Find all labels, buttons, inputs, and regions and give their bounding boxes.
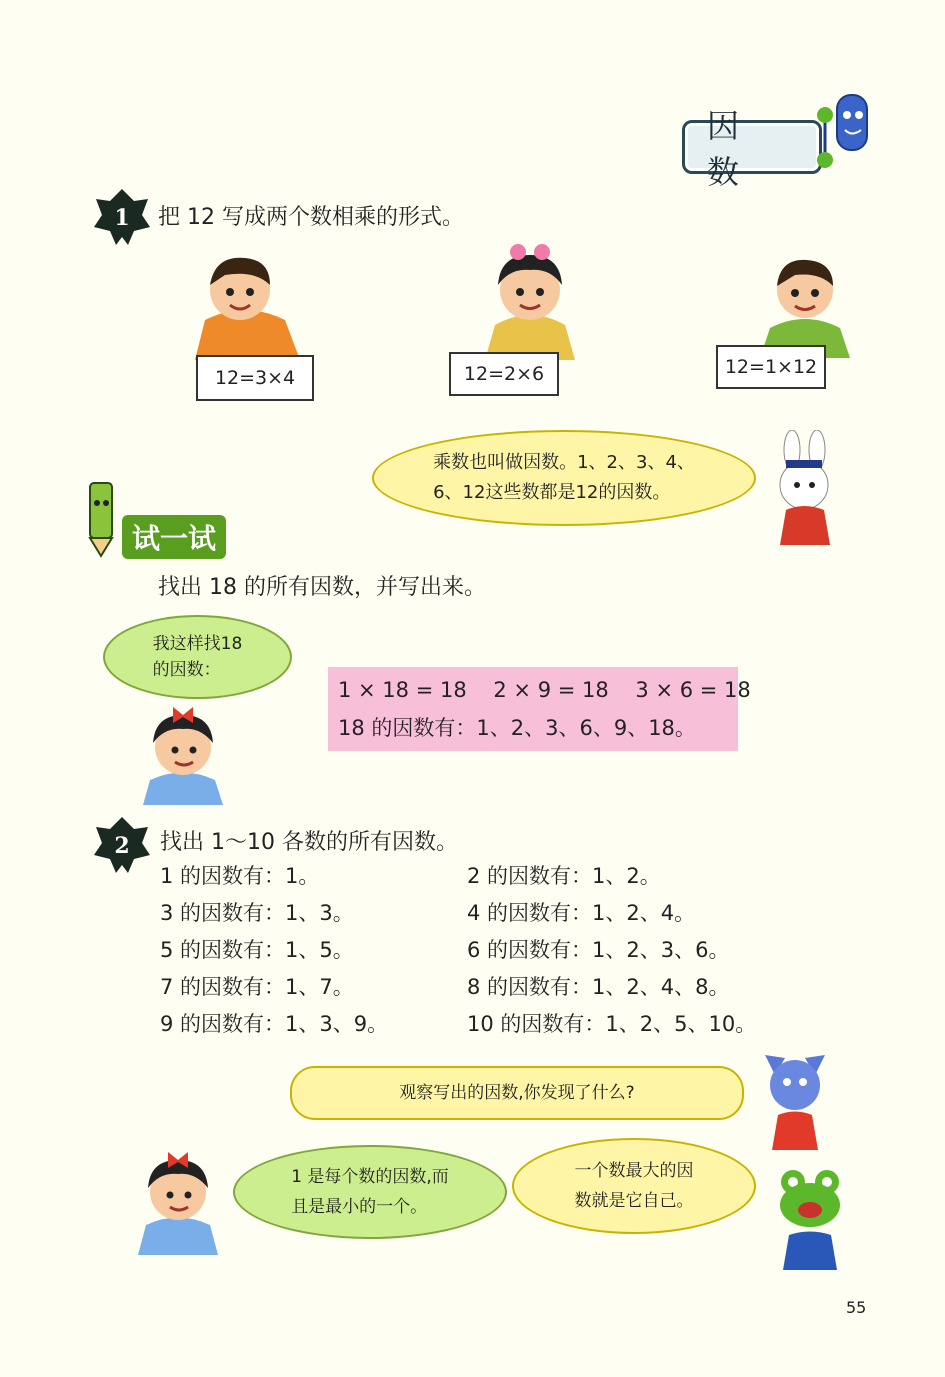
factor-line: 10 的因数有：1、2、5、10。: [467, 1012, 757, 1036]
factor-line: 8 的因数有：1、2、4、8。: [467, 975, 730, 999]
speech-bubble-observe: [290, 1066, 744, 1120]
lesson-title-text: 因 数: [707, 107, 762, 191]
speech-bubble-find18: [103, 615, 292, 699]
section2-question: 找出 1～10 各数的所有因数。: [160, 830, 458, 855]
factor-line: 1 的因数有：1。: [160, 864, 320, 888]
rabbit-teacher-icon: [762, 430, 852, 545]
girl-figure-icon: [128, 1130, 228, 1255]
section2-number: 2: [114, 833, 130, 859]
leaf-number-icon: [92, 815, 152, 875]
girl-figure-icon: [135, 695, 230, 805]
bubble-line: 我这样找18: [152, 634, 243, 654]
try-question: 找出 18 的所有因数，并写出来。: [158, 575, 486, 600]
bubble-line: 数就是它自己。: [574, 1191, 694, 1211]
factor-pairs-line: 1 × 18 = 18 2 × 9 = 18 3 × 6 = 18: [338, 678, 751, 702]
factor-pairs-box: [328, 667, 751, 751]
bubble-line: 乘数也叫做因数。1、2、3、4、: [433, 452, 695, 473]
section1-number: 1: [114, 205, 130, 231]
factor-line: 4 的因数有：1、2、4。: [467, 901, 696, 925]
factor-list-right: [467, 860, 756, 1045]
try-it-label: 试一试: [122, 515, 226, 559]
bubble-line: 且是最小的一个。: [291, 1197, 428, 1217]
bubble-line: 6、12这些数都是12的因数。: [433, 482, 671, 503]
bubble-line: 的因数：: [152, 660, 221, 680]
page-number: 55: [846, 1298, 867, 1317]
equation-card-1: 12=3×4: [196, 355, 314, 401]
pencil-mascot-icon: [80, 478, 125, 558]
factor-line: 5 的因数有：1、5。: [160, 938, 354, 962]
boy-figure-icon: [185, 250, 315, 360]
factor-line: 2 的因数有：1、2。: [467, 864, 661, 888]
section1-question: 把 12 写成两个数相乘的形式。: [158, 205, 464, 230]
factors-18-line: 18 的因数有：1、2、3、6、9、18。: [338, 716, 696, 740]
blue-cat-icon: [750, 1040, 840, 1150]
green-frog-icon: [765, 1160, 855, 1280]
equation-card-2: 12=2×6: [449, 352, 559, 396]
boy-figure-icon: [755, 248, 855, 358]
equation-card-3: 12=1×12: [716, 345, 826, 389]
factor-line: 6 的因数有：1、2、3、6。: [467, 938, 730, 962]
bubble-line: 1 是每个数的因数,而: [291, 1167, 449, 1187]
speech-bubble-factors: [372, 430, 756, 526]
bubble-line: 观察写出的因数,你发现了什么?: [399, 1083, 635, 1103]
factor-line: 3 的因数有：1、3。: [160, 901, 354, 925]
mouse-mascot-icon: [815, 85, 875, 175]
factor-line: 9 的因数有：1、3、9。: [160, 1012, 389, 1036]
bubble-line: 一个数最大的因: [574, 1161, 694, 1181]
speech-bubble-largest: [512, 1138, 756, 1234]
lesson-title: [682, 107, 822, 191]
factor-list-left: [160, 860, 388, 1045]
leaf-number-icon: [92, 187, 152, 247]
factor-line: 7 的因数有：1、7。: [160, 975, 354, 999]
speech-bubble-smallest: [233, 1145, 507, 1239]
girl-figure-icon: [480, 240, 580, 360]
